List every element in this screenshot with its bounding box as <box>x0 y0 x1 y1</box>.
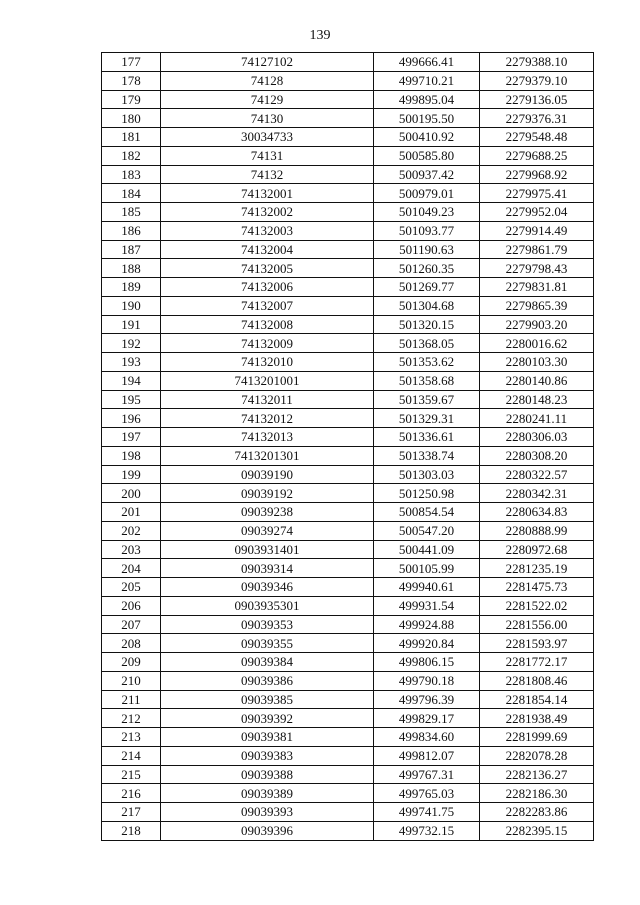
table-row <box>102 409 594 428</box>
row-number-cell: 218 <box>102 821 161 840</box>
x-coordinate-cell: 499940.61 <box>374 578 480 597</box>
y-coordinate-cell: 2279861.79 <box>480 240 594 259</box>
point-id-cell: 0903935301 <box>161 596 374 615</box>
x-coordinate-cell: 500547.20 <box>374 521 480 540</box>
y-coordinate-cell: 2281475.73 <box>480 578 594 597</box>
y-coordinate-cell: 2279968.92 <box>480 165 594 184</box>
row-number-cell: 199 <box>102 465 161 484</box>
x-coordinate-cell: 500441.09 <box>374 540 480 559</box>
point-id-cell: 74132013 <box>161 428 374 447</box>
table-row <box>102 428 594 447</box>
point-id-cell: 09039389 <box>161 784 374 803</box>
point-id-cell: 74132007 <box>161 296 374 315</box>
x-coordinate-cell: 499829.17 <box>374 709 480 728</box>
point-id-cell: 09039386 <box>161 671 374 690</box>
table-row <box>102 128 594 147</box>
y-coordinate-cell: 2279903.20 <box>480 315 594 334</box>
row-number-cell: 183 <box>102 165 161 184</box>
y-coordinate-cell: 2280972.68 <box>480 540 594 559</box>
point-id-cell: 74131 <box>161 146 374 165</box>
table-row <box>102 709 594 728</box>
point-id-cell: 7413201001 <box>161 371 374 390</box>
x-coordinate-cell: 501093.77 <box>374 221 480 240</box>
point-id-cell: 09039388 <box>161 765 374 784</box>
row-number-cell: 189 <box>102 278 161 297</box>
x-coordinate-cell: 499931.54 <box>374 596 480 615</box>
x-coordinate-cell: 500195.50 <box>374 109 480 128</box>
row-number-cell: 192 <box>102 334 161 353</box>
point-id-cell: 74132 <box>161 165 374 184</box>
table-row <box>102 184 594 203</box>
point-id-cell: 7413201301 <box>161 446 374 465</box>
x-coordinate-cell: 501359.67 <box>374 390 480 409</box>
table-row <box>102 259 594 278</box>
point-id-cell: 74132002 <box>161 203 374 222</box>
table-row <box>102 146 594 165</box>
point-id-cell: 09039190 <box>161 465 374 484</box>
row-number-cell: 205 <box>102 578 161 597</box>
x-coordinate-cell: 500105.99 <box>374 559 480 578</box>
point-id-cell: 09039346 <box>161 578 374 597</box>
y-coordinate-cell: 2280308.20 <box>480 446 594 465</box>
point-id-cell: 09039355 <box>161 634 374 653</box>
row-number-cell: 217 <box>102 803 161 822</box>
y-coordinate-cell: 2282136.27 <box>480 765 594 784</box>
y-coordinate-cell: 2279376.31 <box>480 109 594 128</box>
row-number-cell: 185 <box>102 203 161 222</box>
row-number-cell: 195 <box>102 390 161 409</box>
y-coordinate-cell: 2279831.81 <box>480 278 594 297</box>
row-number-cell: 214 <box>102 746 161 765</box>
x-coordinate-cell: 501304.68 <box>374 296 480 315</box>
page-number: 139 <box>309 28 331 43</box>
table-row <box>102 803 594 822</box>
y-coordinate-cell: 2280241.11 <box>480 409 594 428</box>
table-row <box>102 371 594 390</box>
y-coordinate-cell: 2280148.23 <box>480 390 594 409</box>
y-coordinate-cell: 2281556.00 <box>480 615 594 634</box>
x-coordinate-cell: 501190.63 <box>374 240 480 259</box>
table-row <box>102 821 594 840</box>
table-row <box>102 334 594 353</box>
row-number-cell: 211 <box>102 690 161 709</box>
point-id-cell: 0903931401 <box>161 540 374 559</box>
coordinates-table-body <box>102 53 594 841</box>
row-number-cell: 215 <box>102 765 161 784</box>
table-row <box>102 690 594 709</box>
y-coordinate-cell: 2281854.14 <box>480 690 594 709</box>
x-coordinate-cell: 501320.15 <box>374 315 480 334</box>
table-row <box>102 90 594 109</box>
table-row <box>102 446 594 465</box>
y-coordinate-cell: 2279379.10 <box>480 71 594 90</box>
y-coordinate-cell: 2279388.10 <box>480 53 594 72</box>
x-coordinate-cell: 501250.98 <box>374 484 480 503</box>
point-id-cell: 74132001 <box>161 184 374 203</box>
table-row <box>102 578 594 597</box>
x-coordinate-cell: 499796.39 <box>374 690 480 709</box>
table-row <box>102 221 594 240</box>
point-id-cell: 09039274 <box>161 521 374 540</box>
x-coordinate-cell: 500979.01 <box>374 184 480 203</box>
point-id-cell: 74128 <box>161 71 374 90</box>
x-coordinate-cell: 501358.68 <box>374 371 480 390</box>
y-coordinate-cell: 2279975.41 <box>480 184 594 203</box>
x-coordinate-cell: 499895.04 <box>374 90 480 109</box>
row-number-cell: 190 <box>102 296 161 315</box>
point-id-cell: 74132011 <box>161 390 374 409</box>
point-id-cell: 74130 <box>161 109 374 128</box>
y-coordinate-cell: 2280306.03 <box>480 428 594 447</box>
table-row <box>102 671 594 690</box>
table-row <box>102 315 594 334</box>
point-id-cell: 09039396 <box>161 821 374 840</box>
y-coordinate-cell: 2280342.31 <box>480 484 594 503</box>
x-coordinate-cell: 499790.18 <box>374 671 480 690</box>
table-row <box>102 465 594 484</box>
table-row <box>102 728 594 747</box>
point-id-cell: 74132012 <box>161 409 374 428</box>
table-row <box>102 596 594 615</box>
point-id-cell: 74132005 <box>161 259 374 278</box>
point-id-cell: 74132004 <box>161 240 374 259</box>
y-coordinate-cell: 2279548.48 <box>480 128 594 147</box>
point-id-cell: 74127102 <box>161 53 374 72</box>
point-id-cell: 74132006 <box>161 278 374 297</box>
row-number-cell: 181 <box>102 128 161 147</box>
point-id-cell: 74132009 <box>161 334 374 353</box>
table-row <box>102 53 594 72</box>
y-coordinate-cell: 2280016.62 <box>480 334 594 353</box>
y-coordinate-cell: 2281235.19 <box>480 559 594 578</box>
point-id-cell: 09039381 <box>161 728 374 747</box>
x-coordinate-cell: 499924.88 <box>374 615 480 634</box>
table-row <box>102 71 594 90</box>
row-number-cell: 209 <box>102 653 161 672</box>
row-number-cell: 186 <box>102 221 161 240</box>
table-row <box>102 653 594 672</box>
x-coordinate-cell: 499732.15 <box>374 821 480 840</box>
row-number-cell: 216 <box>102 784 161 803</box>
row-number-cell: 180 <box>102 109 161 128</box>
row-number-cell: 213 <box>102 728 161 747</box>
point-id-cell: 09039314 <box>161 559 374 578</box>
table-row <box>102 765 594 784</box>
row-number-cell: 196 <box>102 409 161 428</box>
x-coordinate-cell: 500854.54 <box>374 503 480 522</box>
row-number-cell: 188 <box>102 259 161 278</box>
row-number-cell: 177 <box>102 53 161 72</box>
x-coordinate-cell: 501049.23 <box>374 203 480 222</box>
point-id-cell: 74132003 <box>161 221 374 240</box>
table-row <box>102 240 594 259</box>
table-row <box>102 746 594 765</box>
x-coordinate-cell: 499834.60 <box>374 728 480 747</box>
y-coordinate-cell: 2281938.49 <box>480 709 594 728</box>
x-coordinate-cell: 499920.84 <box>374 634 480 653</box>
y-coordinate-cell: 2281522.02 <box>480 596 594 615</box>
point-id-cell: 09039353 <box>161 615 374 634</box>
row-number-cell: 193 <box>102 353 161 372</box>
y-coordinate-cell: 2279798.43 <box>480 259 594 278</box>
row-number-cell: 210 <box>102 671 161 690</box>
x-coordinate-cell: 500585.80 <box>374 146 480 165</box>
point-id-cell: 09039238 <box>161 503 374 522</box>
y-coordinate-cell: 2280634.83 <box>480 503 594 522</box>
y-coordinate-cell: 2279914.49 <box>480 221 594 240</box>
row-number-cell: 191 <box>102 315 161 334</box>
y-coordinate-cell: 2282283.86 <box>480 803 594 822</box>
table-row <box>102 559 594 578</box>
table-row <box>102 165 594 184</box>
x-coordinate-cell: 501338.74 <box>374 446 480 465</box>
y-coordinate-cell: 2279865.39 <box>480 296 594 315</box>
row-number-cell: 207 <box>102 615 161 634</box>
coordinates-table <box>101 52 594 841</box>
table-row <box>102 296 594 315</box>
table-row <box>102 540 594 559</box>
point-id-cell: 09039392 <box>161 709 374 728</box>
table-row <box>102 278 594 297</box>
row-number-cell: 198 <box>102 446 161 465</box>
y-coordinate-cell: 2281772.17 <box>480 653 594 672</box>
row-number-cell: 184 <box>102 184 161 203</box>
x-coordinate-cell: 501353.62 <box>374 353 480 372</box>
row-number-cell: 204 <box>102 559 161 578</box>
y-coordinate-cell: 2280140.86 <box>480 371 594 390</box>
point-id-cell: 74129 <box>161 90 374 109</box>
row-number-cell: 201 <box>102 503 161 522</box>
y-coordinate-cell: 2281999.69 <box>480 728 594 747</box>
x-coordinate-cell: 499741.75 <box>374 803 480 822</box>
row-number-cell: 194 <box>102 371 161 390</box>
row-number-cell: 202 <box>102 521 161 540</box>
row-number-cell: 197 <box>102 428 161 447</box>
row-number-cell: 187 <box>102 240 161 259</box>
y-coordinate-cell: 2282186.30 <box>480 784 594 803</box>
point-id-cell: 74132010 <box>161 353 374 372</box>
table-row <box>102 503 594 522</box>
y-coordinate-cell: 2280322.57 <box>480 465 594 484</box>
table-row <box>102 109 594 128</box>
y-coordinate-cell: 2279952.04 <box>480 203 594 222</box>
x-coordinate-cell: 500937.42 <box>374 165 480 184</box>
x-coordinate-cell: 499806.15 <box>374 653 480 672</box>
y-coordinate-cell: 2280103.30 <box>480 353 594 372</box>
table-row <box>102 521 594 540</box>
point-id-cell: 09039383 <box>161 746 374 765</box>
x-coordinate-cell: 501269.77 <box>374 278 480 297</box>
row-number-cell: 206 <box>102 596 161 615</box>
x-coordinate-cell: 501329.31 <box>374 409 480 428</box>
row-number-cell: 179 <box>102 90 161 109</box>
x-coordinate-cell: 499812.07 <box>374 746 480 765</box>
y-coordinate-cell: 2279136.05 <box>480 90 594 109</box>
table-row <box>102 203 594 222</box>
row-number-cell: 208 <box>102 634 161 653</box>
point-id-cell: 09039384 <box>161 653 374 672</box>
row-number-cell: 200 <box>102 484 161 503</box>
point-id-cell: 09039192 <box>161 484 374 503</box>
y-coordinate-cell: 2282395.15 <box>480 821 594 840</box>
y-coordinate-cell: 2279688.25 <box>480 146 594 165</box>
x-coordinate-cell: 499666.41 <box>374 53 480 72</box>
row-number-cell: 212 <box>102 709 161 728</box>
y-coordinate-cell: 2280888.99 <box>480 521 594 540</box>
x-coordinate-cell: 499765.03 <box>374 784 480 803</box>
x-coordinate-cell: 499710.21 <box>374 71 480 90</box>
point-id-cell: 30034733 <box>161 128 374 147</box>
row-number-cell: 203 <box>102 540 161 559</box>
y-coordinate-cell: 2281593.97 <box>480 634 594 653</box>
table-row <box>102 390 594 409</box>
x-coordinate-cell: 501336.61 <box>374 428 480 447</box>
row-number-cell: 178 <box>102 71 161 90</box>
point-id-cell: 74132008 <box>161 315 374 334</box>
x-coordinate-cell: 501368.05 <box>374 334 480 353</box>
point-id-cell: 09039385 <box>161 690 374 709</box>
x-coordinate-cell: 500410.92 <box>374 128 480 147</box>
point-id-cell: 09039393 <box>161 803 374 822</box>
table-row <box>102 615 594 634</box>
table-row <box>102 353 594 372</box>
y-coordinate-cell: 2281808.46 <box>480 671 594 690</box>
table-row <box>102 484 594 503</box>
row-number-cell: 182 <box>102 146 161 165</box>
table-row <box>102 634 594 653</box>
x-coordinate-cell: 501303.03 <box>374 465 480 484</box>
x-coordinate-cell: 501260.35 <box>374 259 480 278</box>
y-coordinate-cell: 2282078.28 <box>480 746 594 765</box>
table-row <box>102 784 594 803</box>
x-coordinate-cell: 499767.31 <box>374 765 480 784</box>
